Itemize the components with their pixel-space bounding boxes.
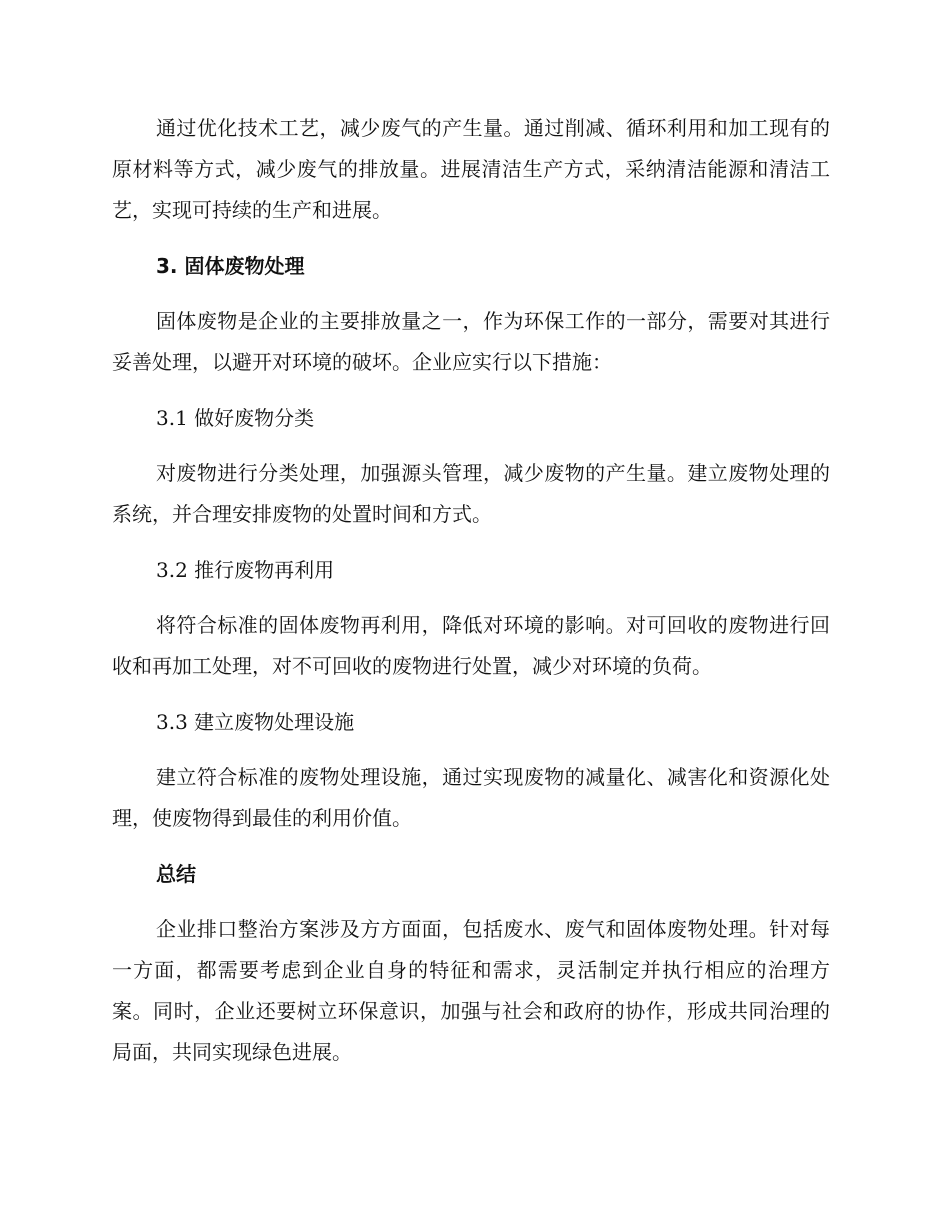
- paragraph-exhaust-reduction: 通过优化技术工艺，减少废气的产生量。通过削减、循环利用和加工现有的原材料等方式，减少废气的排放量。进展清洁生产方式，采纳清洁能源和清洁工艺，实现可持续的生产和进展。: [112, 116, 830, 222]
- section-heading-summary: 总结: [156, 862, 196, 886]
- paragraph-waste-classification: 对废物进行分类处理，加强源头管理，减少废物的产生量。建立废物处理的系统，并合理安排废物的处置时间和方式。: [112, 461, 830, 526]
- section-heading-solid-waste: 3. 固体废物处理: [156, 254, 305, 278]
- paragraph-summary: 企业排口整治方案涉及方方面面，包括废水、废气和固体废物处理。针对每一方面，都需要考虑到企业自身的特征和需求，灵活制定并执行相应的治理方案。同时，企业还要树立环保意识，加强与社会和政府的协作，形成共同治理的局面，共同实现绿色进展。: [112, 917, 830, 1064]
- subheading-waste-reuse: 3.2 推行废物再利用: [156, 558, 335, 582]
- subheading-waste-facilities: 3.3 建立废物处理设施: [156, 710, 355, 734]
- document-body: [112, 108, 830, 1089]
- paragraph-waste-reuse: 将符合标准的固体废物再利用，降低对环境的影响。对可回收的废物进行回收和再加工处理，对不可回收的废物进行处置，减少对环境的负荷。: [112, 613, 830, 678]
- subheading-waste-classification: 3.1 做好废物分类: [156, 406, 315, 430]
- paragraph-waste-facilities: 建立符合标准的废物处理设施，通过实现废物的减量化、减害化和资源化处理，使废物得到最佳的利用价值。: [112, 765, 830, 830]
- paragraph-solid-waste-intro: 固体废物是企业的主要排放量之一，作为环保工作的一部分，需要对其进行妥善处理，以避开对环境的破坏。企业应实行以下措施：: [112, 309, 830, 374]
